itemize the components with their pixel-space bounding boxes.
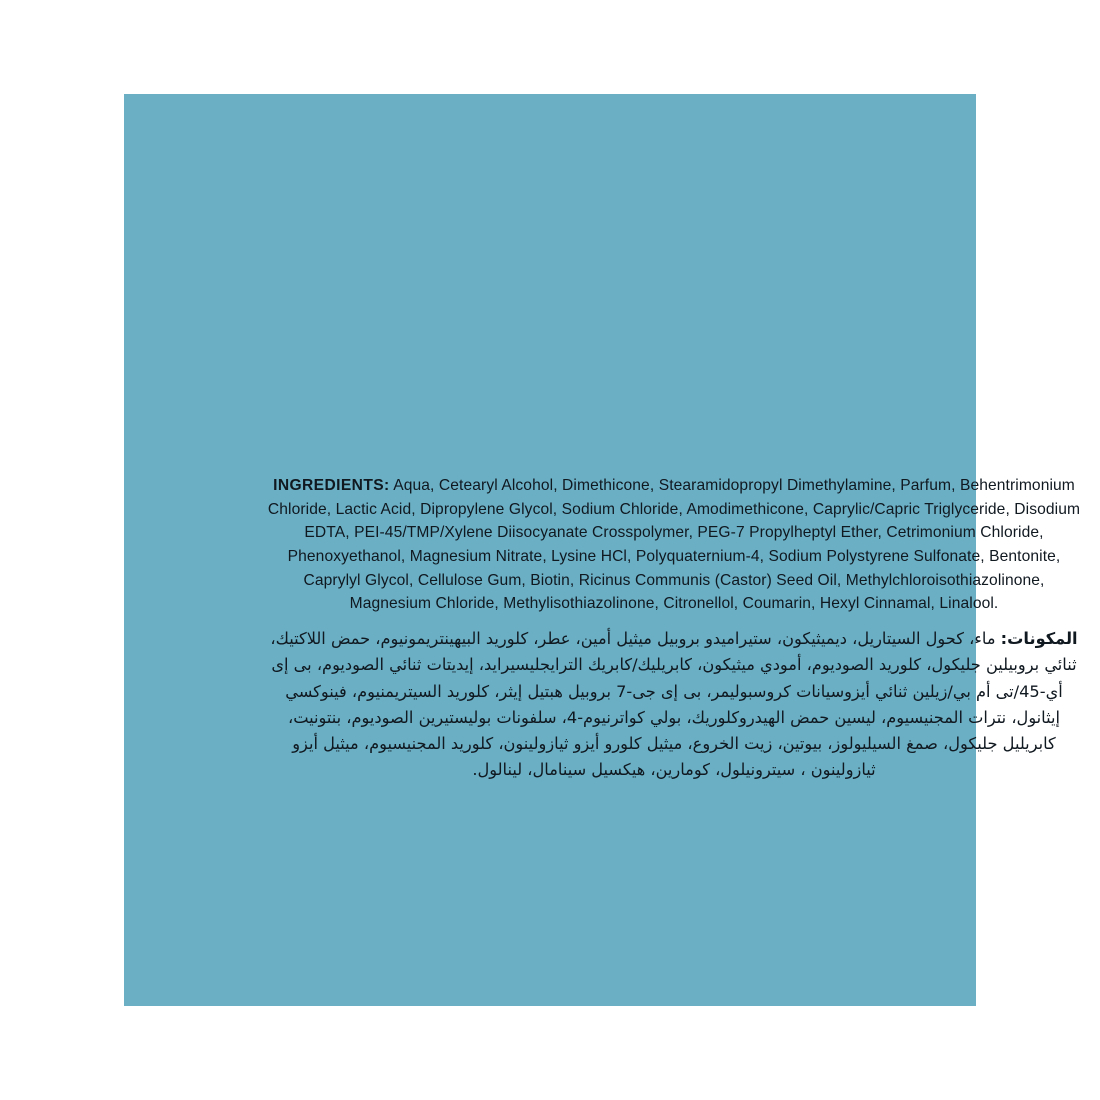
ingredients-arabic-heading: المكونات: [1000,629,1078,649]
label-panel [124,94,1081,1006]
ingredients-latin-body: Aqua, Cetearyl Alcohol, Dimethicone, Stearamidopropyl Dimethylamine, Parfum, Behentrimonium Chloride, Lactic Acid, Dipropylene Glycol, Sodium Chloride, Amodimethicone, Caprylic/Capric Triglyceride, Disodium EDTA, PEI-45/TMP/Xylene Diisocyanate Crosspolymer, PEG-7 Propylheptyl Ether, Cetrimonium Chloride, Phenoxyethanol, Magnesium Nitrate, Lysine HCl, Polyquaternium-4, Sodium Polystyrene Sulfonate, Bentonite, Caprylyl Glycol, Cellulose Gum, Biotin, Ricinus Communis (Castor) Seed Oil, Methylchloroisothiazolinone, Magnesium Chloride, Methylisothiazolinone, Citronellol, Coumarin, Hexyl Cinnamal, Linalool. [267,477,1081,613]
ingredients-text-block [264,474,1084,784]
ingredients-arabic-paragraph [264,626,1084,783]
ingredients-latin-heading: INGREDIENTS: [273,477,390,494]
ingredients-arabic-body: ماء، كحول السيتاريل، ديميثيكون، ستيراميدو بروبيل ميثيل أمين، عطر، كلوريد البيهينتريمونيوم، حمض اللاكتيك، ثنائي بروبيلين جليكول، كلوريد الصوديوم، أمودي ميثيكون، كابريليك/كابريك الترايجليسيرايد، إيديتات ثنائي الصوديوم، بى إى أي-45/تى أم بي/زيلين ثنائي أيزوسيانات كروسبوليمر، بى إى جى-7 بروبيل هبتيل إيثر، كلوريد السيتريمنيوم، فينوكسي إيثانول، نترات المجنيسيوم، ليسين حمض الهيدروكلوريك، بولي كواترنيوم-4، سلفونات بوليستيرين الصوديوم، بنتونيت، كابريليل جليكول، صمغ السيليولوز، بيوتين، زيت الخروع، ميثيل كلورو أيزو ثيازولينون، كلوريد المجنيسيوم، ميثيل أيزو ثيازولينون ، سيترونيلول، كومارين، هيكسيل سينامال، لينالول. [270,629,1077,780]
ingredients-latin-paragraph [264,474,1084,616]
